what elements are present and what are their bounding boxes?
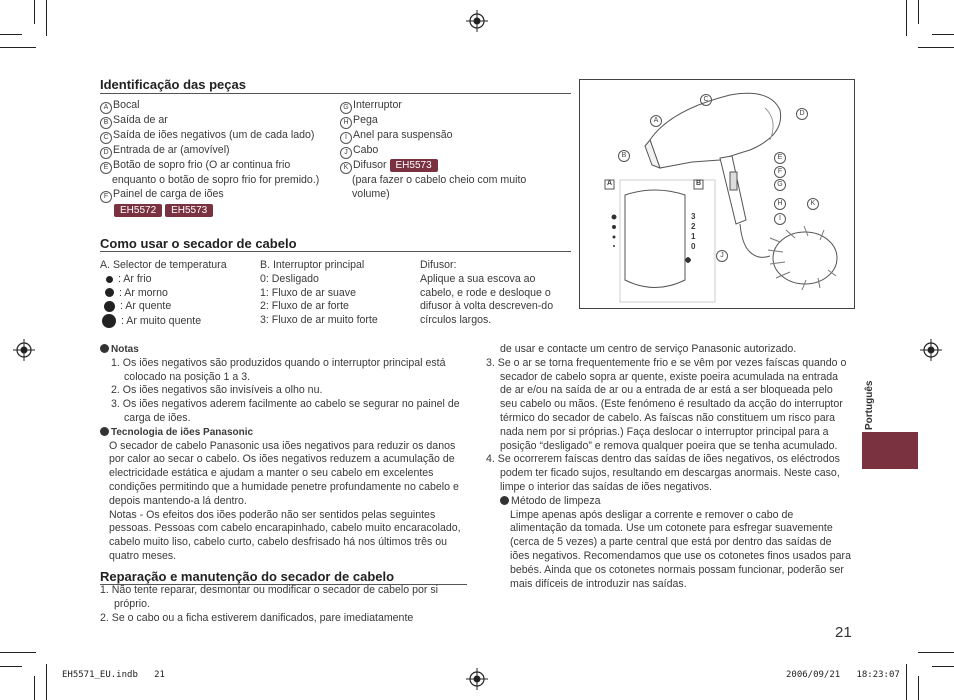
crop-mark [906, 664, 907, 700]
maintenance-cont: de usar e contacte um centro de serviço Panasonic autorizado. 3. Se o ar se torna frequentemente frio e se vêm por vezes faíscas quando o secador de cabelo sopra ar quente, existe poeira acumulada na entrada de ar e/ou na saída de ar ou a entrada de ar está a ser bloqueada pelo seu cabelo ou mãos. (Este fenómeno é resultado da acção do interruptor térmico do secador de cabelo. As faíscas não constituem um risco para nada nem por si próprias.) Faça deslocar o interruptor principal para a posição “desligado” e remova qualquer poeira que se tenha acumulado. 4. Se ocorrerem faíscas dentro das saídas de iões negativos, os eléctrodos podem ter ficado sujos, resultando em descargas anormais. Neste caso, limpe o interior das saídas de iões negativos. Método de limpeza Limpe apenas após desligar a corrente e remover o cabo de alimentação da tomada. Use um cotonete para esfregar suavemente (cerca de 5 vezes) a parte central que está por dentro das saídas de iões negativos. Recomendamos que use os cotonetes finos usados para bebés. Ainda que os cotonetes normais possam funcionar, poderão ser mais difíceis de introduzir nas saídas. [486, 343, 851, 590]
dryer-diagram [579, 79, 855, 309]
diffuser-note: (para fazer o cabelo cheio com muito volume) [352, 174, 527, 200]
crop-mark [932, 666, 954, 667]
section-title-maintenance: Reparação e manutenção do secador de cabelo [100, 569, 395, 584]
crop-mark [0, 47, 36, 48]
callout-label: H [774, 198, 786, 210]
callout-label: D [796, 108, 808, 120]
section-title-parts: Identificação das peças [100, 77, 246, 92]
crop-mark [0, 652, 36, 653]
part-item: C Saída de iões negativos (um de cada lado) [100, 129, 336, 144]
part-item: E Botão de sopro frio (O ar continua frio enquanto o botão de sopro frio for premido.) [100, 159, 322, 188]
hair-dryer-illustration [580, 80, 854, 308]
crop-mark [46, 664, 47, 700]
part-item: H Pega [340, 114, 570, 129]
model-badge: EH5572 [114, 204, 162, 217]
notes-block: Notas 1. Os iões negativos são produzidos quando o interruptor principal está colocado na posição 1 a 3. 2. Os iões negativos são invisíveis a olho nu. 3. Os iões negativos aderem facilmente ao cabelo se segurar no painel de carga de iões. Tecnologia de iões Panasonic O secador de cabelo Panasonic usa iões negativos para reduzir os danos por calor ao secar o cabelo. Os iões negativos reduzem a acumulação de electricidade estática e ajudam a manter o seu cabelo em excelentes condições permitindo que a humidade penetre profundamente no cabelo e depois mantendo-a lá dentro. Notas - Os efeitos dos iões poderão não ser sentidos pelas seguintes pessoas. Pessoas com cabelo encarapinhado, cabelo muito encaracolado, cabelo muito liso, cabelo curto, cabelo desfrisado há nos últimos três ou quatro meses. [100, 343, 470, 564]
registration-mark-icon [466, 668, 488, 690]
panel-label: A [607, 180, 613, 187]
maintenance-list: 1. Não tente reparar, desmontar ou modificar o secador de cabelo por si próprio. 2. Se o cabo ou a ficha estiverem danificados, pare imediatamente [100, 584, 439, 624]
crop-mark [918, 652, 954, 653]
callout-label: G [774, 179, 786, 191]
registration-mark-icon [13, 339, 35, 361]
language-label: Português [864, 380, 875, 430]
switch-positions: 3 2 1 0 [691, 212, 696, 251]
crop-mark [0, 34, 22, 35]
callout-label: K [807, 198, 819, 210]
callout-label: J [716, 250, 728, 262]
crop-mark [906, 0, 907, 36]
crop-mark [34, 676, 35, 700]
parts-list-right [340, 99, 570, 202]
callout-label: C [700, 94, 712, 106]
diffuser-col: Difusor: Aplique a sua escova ao cabelo, e rode e desloque o difusor à volta descreven-do círculos largos. [420, 259, 554, 327]
model-badge: EH5573 [165, 204, 213, 217]
temperature-selector-col: A. Selector de temperatura : Ar frio : Ar morno : Ar quente : Ar muito quente [100, 259, 227, 327]
part-item: J Cabo [340, 144, 570, 159]
callout-label: B [618, 150, 630, 162]
panel-label: B [696, 180, 702, 187]
section-title-usage: Como usar o secador de cabelo [100, 236, 297, 251]
part-item: I Anel para suspensão [340, 129, 570, 144]
footer-timestamp: 2006/09/21 18:23:07 [786, 670, 900, 680]
crop-mark [34, 0, 35, 24]
divider [100, 93, 571, 94]
page-number: 21 [835, 624, 852, 641]
part-item: K Difusor EH5573 [340, 159, 570, 174]
callout-label: F [774, 166, 786, 178]
footer-file: EH5571_EU.indb 21 [62, 670, 165, 680]
crop-mark [918, 47, 954, 48]
language-tab [862, 432, 918, 469]
registration-mark-icon [466, 10, 488, 32]
crop-mark [46, 0, 47, 36]
crop-mark [918, 0, 919, 24]
part-item: F Painel de carga de iões [100, 188, 336, 203]
callout-label: A [650, 115, 662, 127]
callout-label: E [774, 152, 786, 164]
crop-mark [932, 34, 954, 35]
part-item: B Saída de ar [100, 114, 336, 129]
divider [100, 251, 571, 252]
crop-mark [0, 666, 22, 667]
part-item: G Interruptor [340, 99, 570, 114]
registration-mark-icon [920, 339, 942, 361]
callout-label: I [774, 213, 786, 225]
model-badge: EH5573 [390, 159, 438, 172]
main-switch-col: B. Interruptor principal 0: Desligado 1: Fluxo de ar suave 2: Fluxo de ar forte 3: Fluxo de ar muito forte [260, 259, 378, 327]
parts-list-left [100, 99, 336, 218]
crop-mark [918, 676, 919, 700]
part-item: A Bocal [100, 99, 336, 114]
part-item: D Entrada de ar (amovível) [100, 144, 336, 159]
